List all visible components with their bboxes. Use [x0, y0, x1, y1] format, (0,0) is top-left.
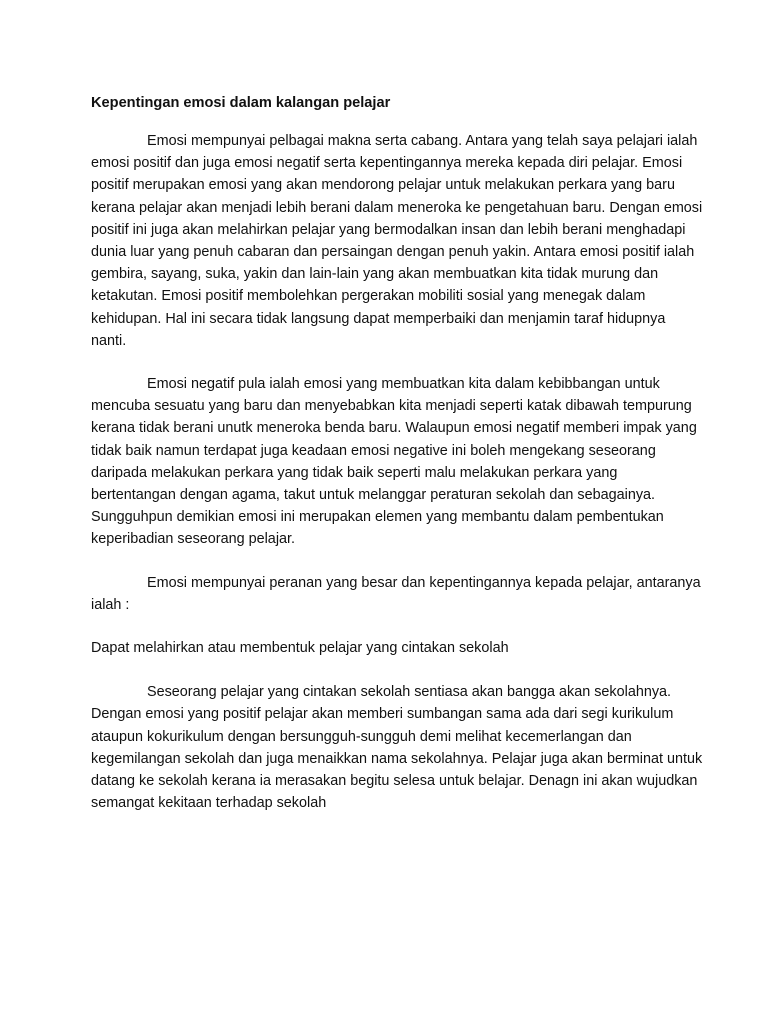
text-line: bertentangan dengan agama, takut untuk melanggar peraturan sekolah dan sebagainya.	[91, 487, 656, 504]
text-line: daripada melakukan perkara yang tidak baik seperti malu melakukan perkara yang	[91, 464, 618, 481]
text-line: kehidupan. Hal ini secara tidak langsung dapat memperbaiki dan menjamin taraf hidupnya	[91, 310, 666, 327]
text-line: Emosi mempunyai peranan yang besar dan kepentingannya kepada pelajar, antaranya	[147, 574, 701, 591]
text-line: tidak baik namun terdapat juga keadaan emosi negative ini boleh mengekang seseorang	[91, 442, 656, 459]
text-line: kegemilangan sekolah dan juga menaikkan nama sekolahnya. Pelajar juga akan berminat untuk	[91, 750, 703, 767]
paragraph-peranan-emosi	[91, 572, 701, 616]
text-line: nanti.	[91, 332, 127, 349]
text-line: kerana tidak berani unutk meneroka benda baru. Walaupun emosi negatif memberi impak yang	[91, 420, 697, 437]
text-line: gembira, sayang, suka, yakin dan lain-lain yang akan membuatkan kita tidak murung dan	[91, 266, 659, 283]
text-line: ialah :	[91, 596, 130, 613]
text-line: semangat kekitaan terhadap sekolah	[91, 795, 327, 812]
text-line: Dengan emosi yang positif pelajar akan memberi sumbangan sama ada dari segi kurikulum	[91, 706, 674, 723]
text-line: ataupun kokurikulum dengan bersungguh-sungguh demi melihat kecemerlangan dan	[91, 728, 632, 745]
paragraph-emosi-negatif	[91, 373, 697, 551]
paragraph-cintakan-sekolah	[91, 681, 703, 814]
text-line: Emosi mempunyai pelbagai makna serta cabang. Antara yang telah saya pelajari ialah	[147, 133, 698, 149]
document-body	[91, 92, 703, 835]
text-line: kerana pelajar akan menjadi lebih berani dalam meneroka ke pengetahuan baru. Dengan emosi	[91, 199, 703, 216]
section-subheading: Dapat melahirkan atau membentuk pelajar yang cintakan sekolah	[91, 640, 509, 657]
text-line: Emosi negatif pula ialah emosi yang membuatkan kita dalam kebibbangan untuk	[147, 376, 660, 393]
paragraph-emosi-positif	[91, 130, 703, 352]
text-line: datang ke sekolah kerana ia merasakan begitu selesa untuk belajar. Denagn ini akan wujudkan	[91, 773, 698, 790]
text-line: positif merupakan emosi yang akan mendorong pelajar untuk melakukan perkara yang baru	[91, 177, 675, 194]
document-title: Kepentingan emosi dalam kalangan pelajar	[91, 95, 391, 111]
text-line: positif ini juga akan melahirkan pelajar yang bermodalkan insan dan lebih berani menghadapi	[91, 221, 686, 238]
text-line: mencuba sesuatu yang baru dan menyebabkan kita menjadi seperti katak dibawah tempurung	[91, 398, 692, 415]
text-line: Seseorang pelajar yang cintakan sekolah sentiasa akan bangga akan sekolahnya.	[147, 684, 672, 701]
text-line: emosi positif dan juga emosi negatif serta kepentingannya mereka kepada diri pelajar. Emosi	[91, 155, 683, 172]
text-line: keperibadian seseorang pelajar.	[91, 531, 296, 548]
text-line: Sungguhpun demikian emosi ini merupakan elemen yang membantu dalam pembentukan	[91, 509, 664, 526]
text-line: ketakutan. Emosi positif membolehkan pergerakan mobiliti sosial yang menegak dalam	[91, 288, 646, 305]
text-line: dunia luar yang penuh cabaran dan persaingan dengan penuh yakin. Antara emosi positif ialah	[91, 244, 695, 261]
